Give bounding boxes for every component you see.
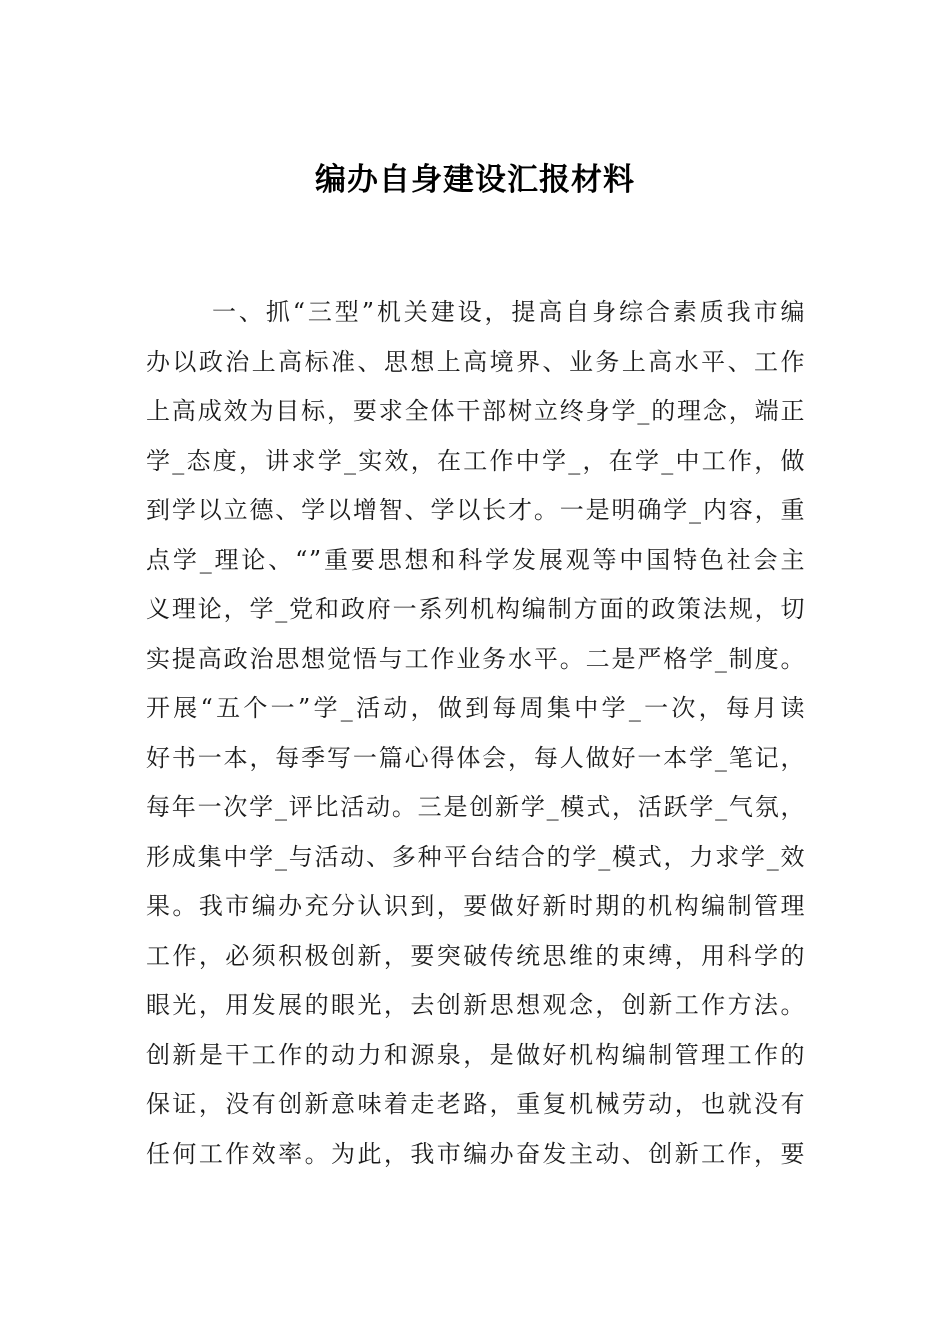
paragraph-line: 到学以立德、学以增智、学以长才。一是明确学_内容，重 (146, 496, 806, 524)
paragraph-line: 办以政治上高标准、思想上高境界、业务上高水平、工作 (146, 347, 806, 376)
paragraph-line: 上高成效为目标，要求全体干部树立终身学_的理念，端正 (146, 397, 806, 425)
paragraph-line: 好书一本，每季写一篇心得体会，每人做好一本学_笔记， (146, 743, 806, 772)
document-body (146, 288, 806, 1179)
document-title: 编办自身建设汇报材料 (315, 162, 635, 198)
paragraph-line: 点学_理论、“”重要思想和科学发展观等中国特色社会主 (146, 545, 806, 574)
paragraph-line: 任何工作效率。为此，我市编办奋发主动、创新工作，要 (146, 1139, 806, 1168)
paragraph-line: 创新是干工作的动力和源泉，是做好机构编制管理工作的 (146, 1040, 806, 1069)
paragraph-line: 义理论，学_党和政府一系列机构编制方面的政策法规，切 (146, 595, 806, 623)
paragraph-line: 开展“五个一”学_活动，做到每周集中学_一次，每月读 (146, 694, 806, 722)
paragraph-line: 保证，没有创新意味着走老路，重复机械劳动，也就没有 (146, 1090, 806, 1118)
paragraph-line: 果。我市编办充分认识到，要做好新时期的机构编制管理 (146, 892, 806, 920)
paragraph-line: 一、抓“三型”机关建设，提高自身综合素质我市编 (212, 298, 806, 326)
paragraph-line: 工作，必须积极创新，要突破传统思维的束缚，用科学的 (146, 941, 806, 970)
paragraph-line: 学_态度，讲求学_实效，在工作中学_，在学_中工作，做 (146, 446, 806, 475)
paragraph-line: 眼光，用发展的眼光，去创新思想观念，创新工作方法。 (146, 991, 806, 1019)
paragraph-line: 形成集中学_与活动、多种平台结合的学_模式，力求学_效 (146, 842, 806, 871)
paragraph-line: 实提高政治思想觉悟与工作业务水平。二是严格学_制度。 (146, 644, 806, 673)
paragraph-line: 每年一次学_评比活动。三是创新学_模式，活跃学_气氛， (146, 793, 806, 821)
